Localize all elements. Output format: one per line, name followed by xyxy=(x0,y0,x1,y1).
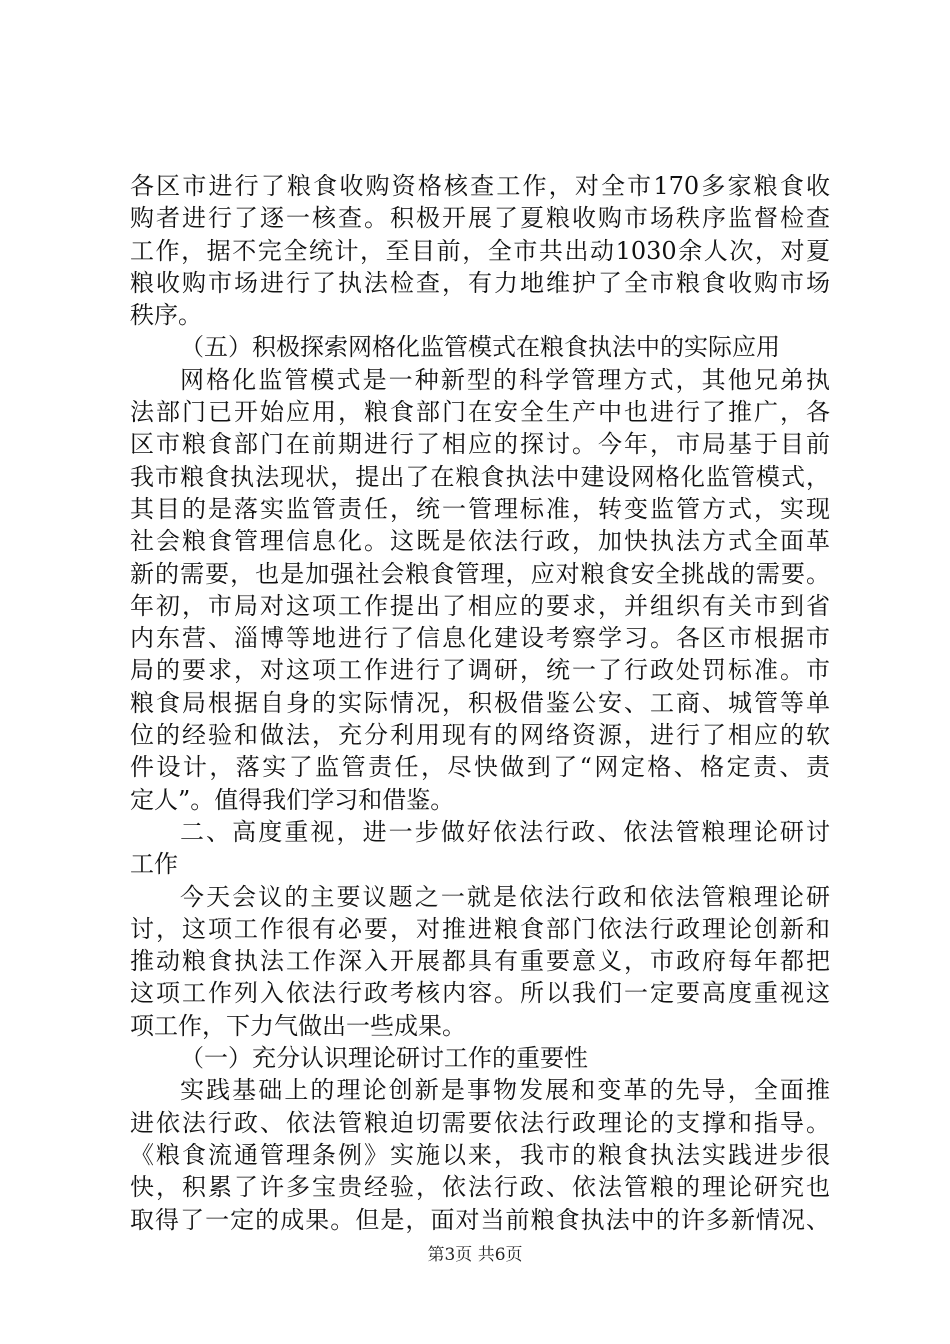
text-line: 《粮食流通管理条例》实施以来，我市的粮食执法实践进步很 xyxy=(130,1140,830,1169)
page-number: 第3页 共6页 xyxy=(427,1245,523,1265)
section-heading: 二、高度重视，进一步做好依法行政、依法管粮理论研讨 xyxy=(180,817,830,846)
text-line: 位的经验和做法，充分利用现有的网络资源，进行了相应的软 xyxy=(130,721,830,750)
text-line: 局的要求，对这项工作进行了调研，统一了行政处罚标准。市 xyxy=(130,656,830,685)
text-line: 这项工作列入依法行政考核内容。所以我们一定要高度重视这 xyxy=(130,979,830,1008)
section-heading: （一）充分认识理论研讨工作的重要性 xyxy=(180,1044,588,1073)
text-line: 我市粮食执法现状，提出了在粮食执法中建设网格化监管模式， xyxy=(130,462,830,491)
text-line: 快，积累了许多宝贵经验，依法行政、依法管粮的理论研究也 xyxy=(130,1173,830,1202)
text-line: 推动粮食执法工作深入开展都具有重要意义，市政府每年都把 xyxy=(130,947,830,976)
text-line: 粮收购市场进行了执法检查，有力地维护了全市粮食收购市场 xyxy=(130,268,830,297)
text-line: 进依法行政、依法管粮迫切需要依法行政理论的支撑和指导。 xyxy=(130,1108,830,1137)
text-line: 各区市进行了粮食收购资格核查工作，对全市170多家粮食收 xyxy=(130,172,830,200)
text-line: 年初，市局对这项工作提出了相应的要求，并组织有关市到省 xyxy=(130,591,830,620)
text-line: 区市粮食部门在前期进行了相应的探讨。今年，市局基于目前 xyxy=(130,430,830,459)
text-line: 社会粮食管理信息化。这既是依法行政，加快执法方式全面革 xyxy=(130,527,830,556)
text-line: 粮食局根据自身的实际情况，积极借鉴公安、工商、城管等单 xyxy=(130,688,830,717)
text-line: 件设计，落实了监管责任，尽快做到了“网定格、格定责、责 xyxy=(130,753,830,782)
text-line: 其目的是落实监管责任，统一管理标准，转变监管方式，实现 xyxy=(130,494,830,523)
text-line: 工作，据不完全统计，至目前，全市共出动1030余人次，对夏 xyxy=(130,236,830,265)
text-line: 实践基础上的理论创新是事物发展和变革的先导，全面推 xyxy=(180,1076,830,1105)
section-heading: （五）积极探索网格化监管模式在粮食执法中的实际应用 xyxy=(180,333,780,362)
text-line: 内东营、淄博等地进行了信息化建设考察学习。各区市根据市 xyxy=(130,624,830,653)
section-heading: 工作 xyxy=(130,850,178,879)
text-line: 今天会议的主要议题之一就是依法行政和依法管粮理论研 xyxy=(180,882,830,911)
text-line: 购者进行了逐一核查。积极开展了夏粮收购市场秩序监督检查 xyxy=(130,204,830,233)
text-line: 定人”。值得我们学习和借鉴。 xyxy=(130,785,455,814)
text-line: 网格化监管模式是一种新型的科学管理方式，其他兄弟执 xyxy=(180,365,830,394)
text-line: 项工作，下力气做出一些成果。 xyxy=(130,1011,466,1040)
text-line: 法部门已开始应用，粮食部门在安全生产中也进行了推广，各 xyxy=(130,398,830,427)
text-line: 秩序。 xyxy=(130,301,202,330)
document-body xyxy=(130,170,830,1236)
text-line: 新的需要，也是加强社会粮食管理，应对粮食安全挑战的需要。 xyxy=(130,559,830,588)
text-line: 讨，这项工作很有必要，对推进粮食部门依法行政理论创新和 xyxy=(130,914,830,943)
text-line: 取得了一定的成果。但是，面对当前粮食执法中的许多新情况、 xyxy=(130,1205,830,1234)
